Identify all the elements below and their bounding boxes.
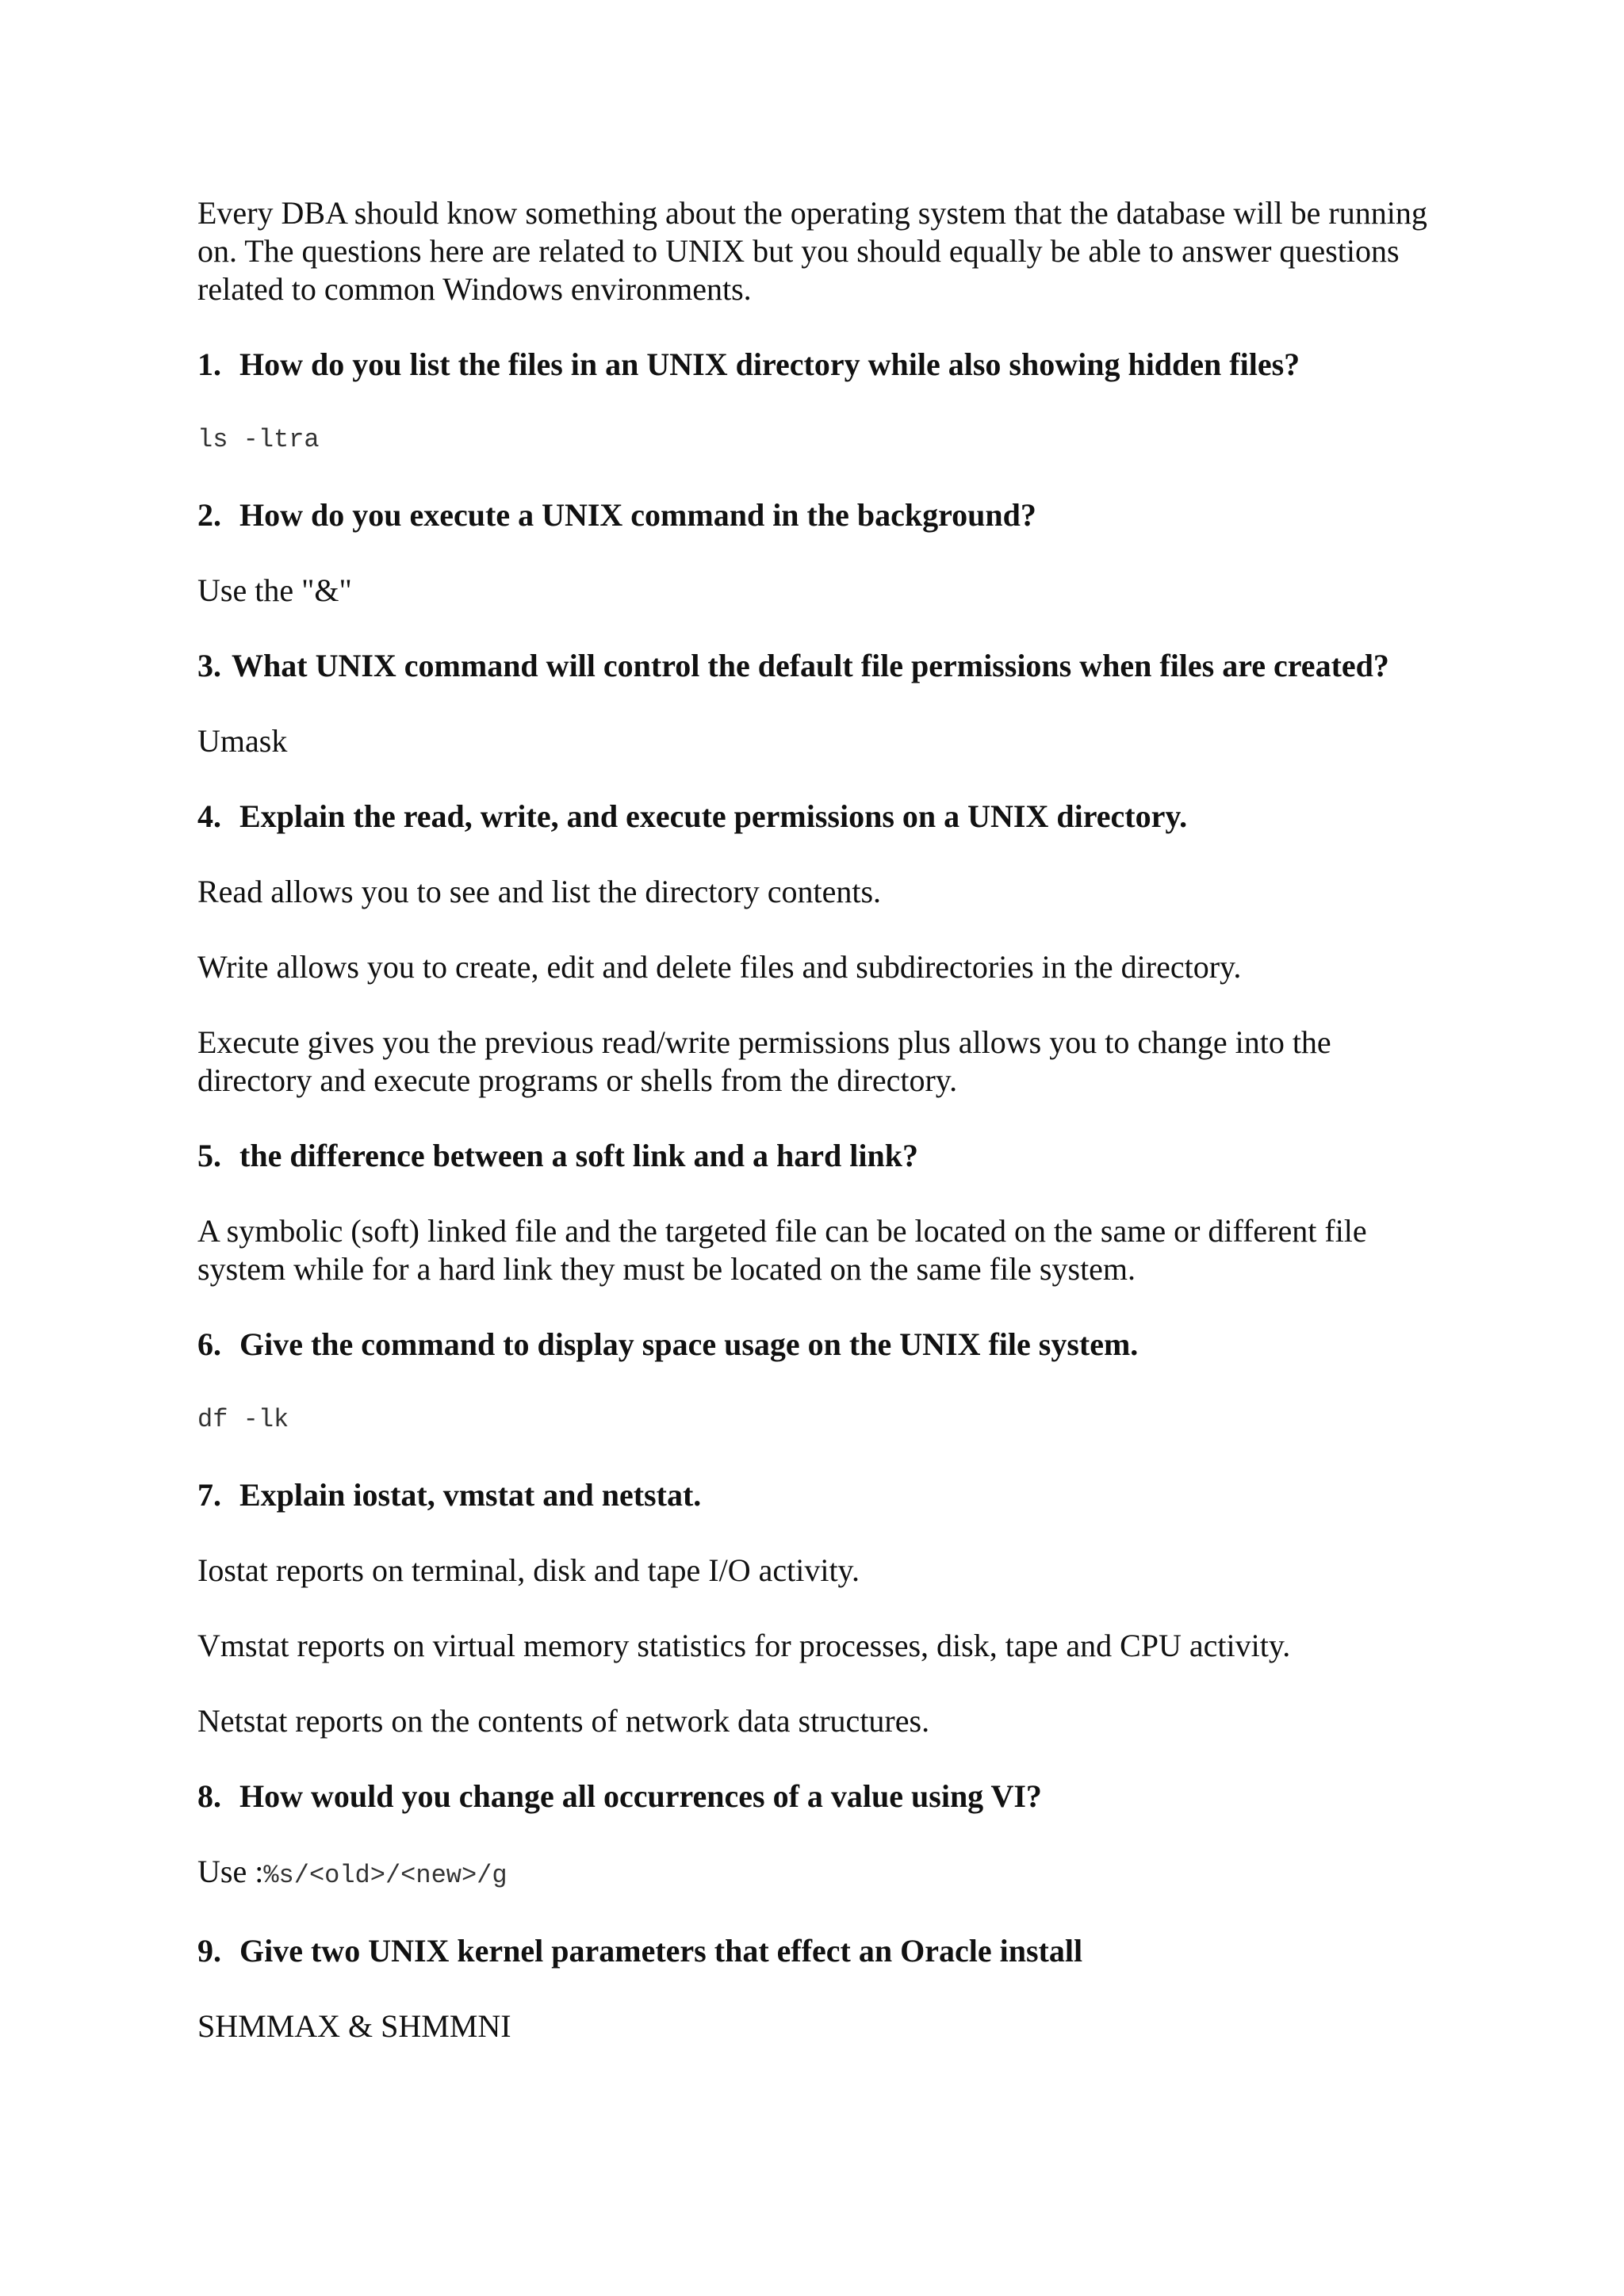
question-number: 2.	[197, 497, 221, 533]
answer-8	[197, 1853, 1434, 1895]
question-number: 5.	[197, 1138, 221, 1173]
intro-paragraph: Every DBA should know something about the operating system that the database will be running on. The questions here are related to UNIX but you should equally be able to answer questions related to common Windows environments.	[197, 195, 1427, 307]
question-number: 8.	[197, 1778, 221, 1814]
answer-2: Use the "&"	[197, 572, 352, 608]
question-7	[197, 1476, 1434, 1514]
question-text: How would you change all occurrences of a value using VI?	[239, 1778, 1042, 1814]
question-8	[197, 1777, 1434, 1816]
answer-9: SHMMAX & SHMMNI	[197, 2008, 511, 2044]
question-1	[197, 346, 1434, 384]
question-text: Explain the read, write, and execute permissions on a UNIX directory.	[239, 798, 1188, 834]
answer-4-read: Read allows you to see and list the directory contents.	[197, 874, 882, 909]
answer-8-prefix: Use :	[197, 1854, 264, 1889]
question-number: 6.	[197, 1326, 221, 1362]
question-number: 3.	[197, 648, 221, 683]
question-number: 7.	[197, 1477, 221, 1513]
answer-7-iostat: Iostat reports on terminal, disk and tape I/O activity.	[197, 1552, 860, 1588]
answer-7-netstat: Netstat reports on the contents of network data structures.	[197, 1703, 930, 1739]
question-text: How do you execute a UNIX command in the background?	[239, 497, 1036, 533]
answer-4-write: Write allows you to create, edit and delete files and subdirectories in the directory.	[197, 949, 1242, 985]
question-text: Explain iostat, vmstat and netstat.	[239, 1477, 702, 1513]
answer-4-execute: Execute gives you the previous read/write permissions plus allows you to change into the directory and execute programs or shells from the directory.	[197, 1024, 1331, 1098]
question-text: Give the command to display space usage on the UNIX file system.	[239, 1326, 1139, 1362]
answer-1-code: ls -ltra	[197, 425, 320, 454]
answer-3: Umask	[197, 723, 288, 759]
answer-7-vmstat: Vmstat reports on virtual memory statistics for processes, disk, tape and CPU activity.	[197, 1628, 1291, 1663]
question-9	[197, 1932, 1434, 1970]
question-4	[197, 798, 1434, 836]
question-text: How do you list the files in an UNIX directory while also showing hidden files?	[239, 346, 1300, 382]
answer-6-code: df -lk	[197, 1405, 289, 1434]
answer-8-code: %s/<old>/<new>/g	[263, 1861, 508, 1890]
answer-5: A symbolic (soft) linked file and the targeted file can be located on the same or different file system while for a hard link they must be located on the same file system.	[197, 1213, 1367, 1287]
question-3	[197, 647, 1434, 685]
question-6	[197, 1326, 1434, 1364]
question-text: the difference between a soft link and a hard link?	[239, 1138, 918, 1173]
question-2	[197, 496, 1434, 534]
question-5	[197, 1137, 1434, 1175]
question-number: 9.	[197, 1933, 221, 1969]
question-number: 4.	[197, 798, 221, 834]
document-page	[197, 194, 1434, 2083]
question-number: 1.	[197, 346, 221, 382]
question-text: What UNIX command will control the default file permissions when files are created?	[232, 648, 1389, 683]
question-text: Give two UNIX kernel parameters that effect an Oracle install	[239, 1933, 1083, 1969]
